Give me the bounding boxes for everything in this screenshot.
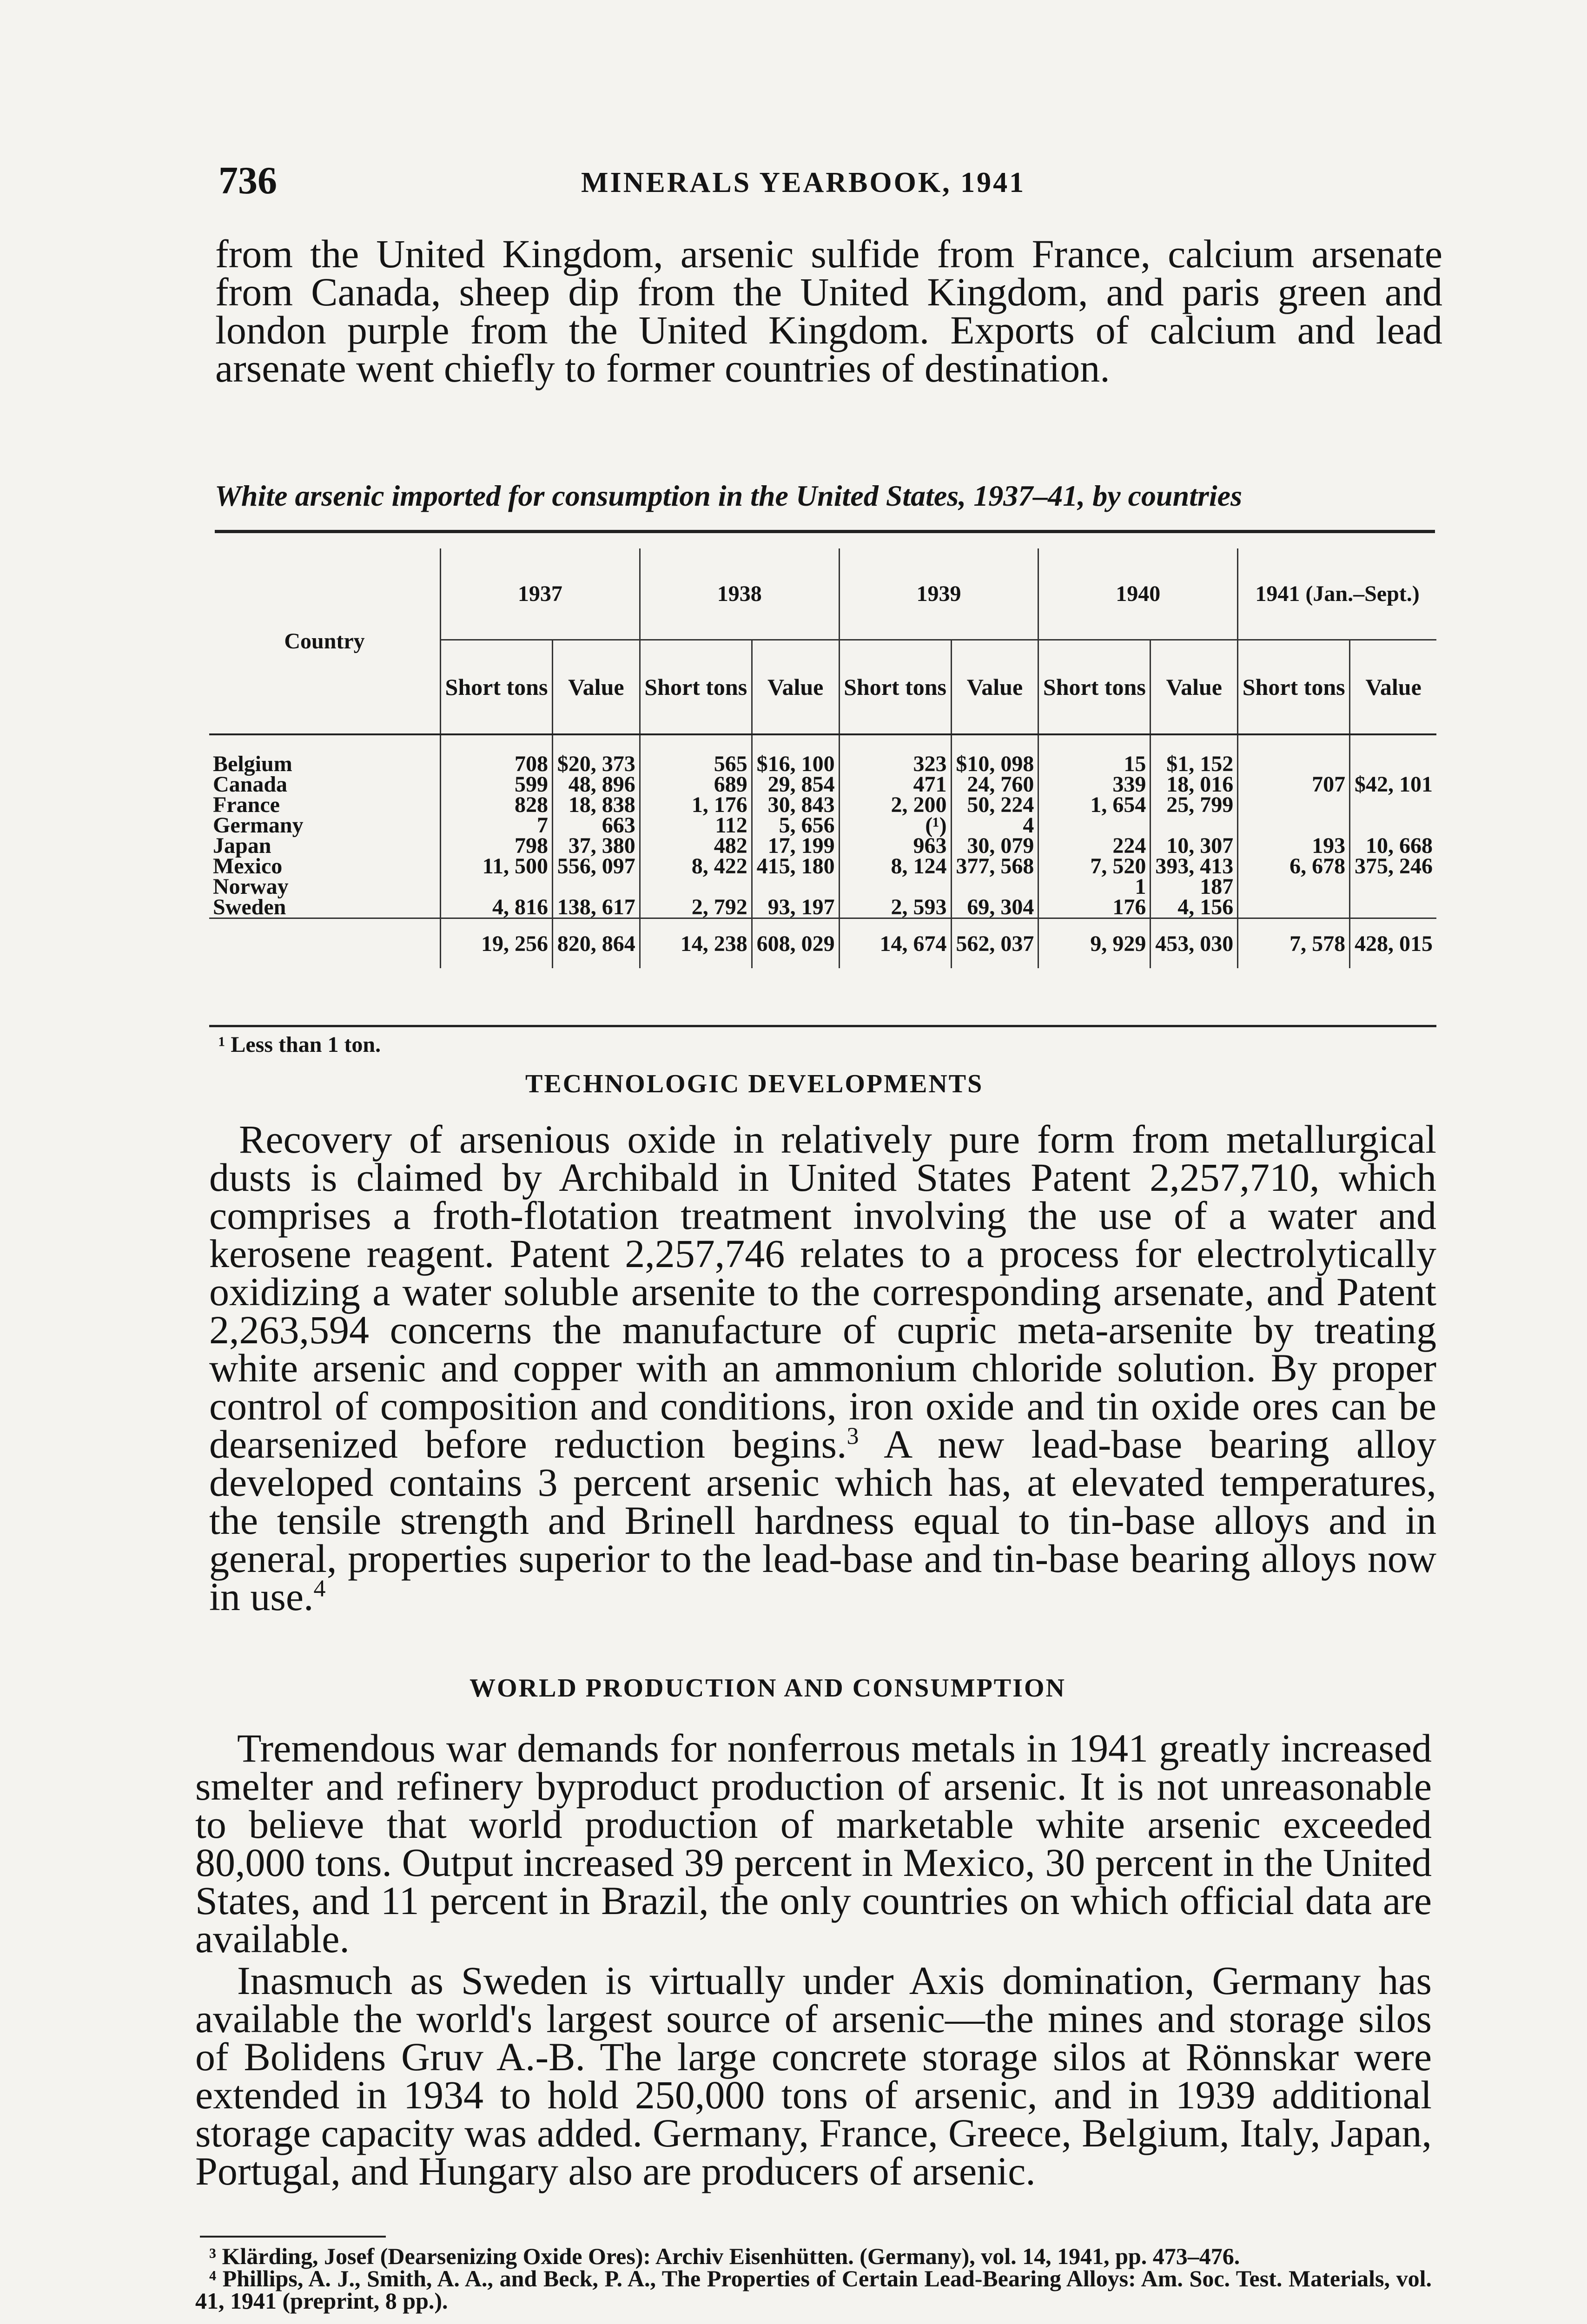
short-tons-cell: 176: [1038, 897, 1151, 918]
technologic-text-part2: A new lead-base bearing alloy developed contains 3 percent arsenic which has, at elevated temperatures, the tensile strength and Brinell hardness equal to tin-base alloys and in general, properties superior to the lead-base and tin-base bearing alloys now in use.: [209, 1422, 1436, 1619]
short-tons-cell: 2, 593: [839, 897, 951, 918]
short-tons-header: Short tons: [441, 640, 553, 735]
short-tons-cell: 1, 654: [1038, 795, 1151, 815]
short-tons-cell: 4, 816: [441, 897, 553, 918]
short-tons-cell: 7, 520: [1038, 856, 1151, 877]
world-paragraph-2: Inasmuch as Sweden is virtually under Axis domination, Germany has available the world's largest source of arsenic—the mines and storage silos of Bolidens Gruv A.-B. The large concrete storage silos at Rönnskar were extended in 1934 to hold 250,000 tons of arsenic, and in 1939 additional storage capacity was added. Germany, France, Greece, Belgium, Italy, Japan, Portugal, and Hungary also are producers of arsenic.: [195, 1958, 1432, 2193]
total-cell: 19, 256: [441, 918, 553, 969]
short-tons-cell: 963: [839, 836, 951, 856]
value-cell: 18, 016: [1151, 774, 1238, 795]
short-tons-cell: 323: [839, 734, 951, 774]
country-cell: Mexico: [213, 854, 283, 878]
short-tons-header: Short tons: [839, 640, 951, 735]
value-cell: [1151, 815, 1238, 836]
short-tons-header: Short tons: [1038, 640, 1151, 735]
running-head: MINERALS YEARBOOK, 1941: [581, 167, 1026, 198]
total-cell: 428, 015: [1350, 918, 1436, 969]
short-tons-cell: [1238, 795, 1350, 815]
footnotes: [195, 2245, 1432, 2312]
short-tons-cell: 6, 678: [1238, 856, 1350, 877]
table-row: [209, 856, 1436, 877]
footnote-ref-4: 4: [313, 1575, 326, 1602]
footnote-3: ³ Klärding, Josef (Dearsenizing Oxide Ores): Archiv Eisenhütten. (Germany), vol. 14, 1941, pp. 473–476.: [209, 2243, 1240, 2269]
short-tons-cell: [839, 877, 951, 897]
value-cell: 187: [1151, 877, 1238, 897]
value-cell: 556, 097: [552, 856, 640, 877]
country-cell: Canada: [213, 772, 288, 797]
value-cell: 93, 197: [752, 897, 839, 918]
value-cell: [1350, 795, 1436, 815]
short-tons-cell: 15: [1038, 734, 1151, 774]
value-cell: 10, 307: [1151, 836, 1238, 856]
short-tons-cell: (¹): [839, 815, 951, 836]
total-cell: 820, 864: [552, 918, 640, 969]
country-cell: Belgium: [213, 752, 292, 776]
value-cell: 17, 199: [752, 836, 839, 856]
short-tons-cell: [1238, 815, 1350, 836]
year-header: 1939: [839, 548, 1038, 640]
value-cell: $1, 152: [1151, 734, 1238, 774]
value-cell: 138, 617: [552, 897, 640, 918]
short-tons-cell: 471: [839, 774, 951, 795]
short-tons-cell: [1238, 897, 1350, 918]
short-tons-cell: 708: [441, 734, 553, 774]
value-header: Value: [1350, 640, 1436, 735]
country-cell: Norway: [213, 874, 289, 899]
table-row: [209, 815, 1436, 836]
table-row: [209, 836, 1436, 856]
short-tons-header: Short tons: [1238, 640, 1350, 735]
arsenic-imports-table: [209, 548, 1436, 968]
page-header: [218, 158, 1427, 209]
value-cell: 663: [552, 815, 640, 836]
table-row: [209, 897, 1436, 918]
country-cell: Sweden: [213, 895, 286, 919]
short-tons-cell: 8, 422: [640, 856, 752, 877]
value-cell: 25, 799: [1151, 795, 1238, 815]
year-header: 1938: [640, 548, 839, 640]
short-tons-cell: 689: [640, 774, 752, 795]
short-tons-cell: 828: [441, 795, 553, 815]
country-cell: France: [213, 792, 280, 817]
value-cell: 5, 656: [752, 815, 839, 836]
short-tons-cell: 1, 176: [640, 795, 752, 815]
value-cell: 69, 304: [951, 897, 1038, 918]
value-cell: [552, 877, 640, 897]
short-tons-cell: 2, 792: [640, 897, 752, 918]
technologic-paragraph: [209, 1117, 1436, 1619]
value-cell: 4, 156: [1151, 897, 1238, 918]
value-cell: 30, 079: [951, 836, 1038, 856]
value-header: Value: [752, 640, 839, 735]
value-cell: 29, 854: [752, 774, 839, 795]
section-heading-technologic: TECHNOLOGIC DEVELOPMENTS: [525, 1070, 984, 1098]
short-tons-cell: 224: [1038, 836, 1151, 856]
value-cell: 10, 668: [1350, 836, 1436, 856]
value-cell: 393, 413: [1151, 856, 1238, 877]
country-cell: Japan: [213, 833, 271, 858]
short-tons-cell: [1238, 734, 1350, 774]
year-header: 1941 (Jan.–Sept.): [1238, 548, 1436, 640]
value-cell: $16, 100: [752, 734, 839, 774]
value-cell: $42, 101: [1350, 774, 1436, 795]
short-tons-cell: [441, 877, 553, 897]
country-column-header: Country: [209, 548, 441, 734]
short-tons-cell: 8, 124: [839, 856, 951, 877]
table-row: [209, 795, 1436, 815]
total-cell: 608, 029: [752, 918, 839, 969]
table-total-row: [209, 918, 1436, 969]
table-bottom-rule: [209, 1025, 1436, 1027]
table-year-header-row: [209, 548, 1436, 640]
value-cell: [752, 877, 839, 897]
value-header: Value: [1151, 640, 1238, 735]
value-cell: 375, 246: [1350, 856, 1436, 877]
short-tons-cell: 339: [1038, 774, 1151, 795]
value-cell: 50, 224: [951, 795, 1038, 815]
total-cell: 453, 030: [1151, 918, 1238, 969]
short-tons-cell: 599: [441, 774, 553, 795]
short-tons-cell: 7: [441, 815, 553, 836]
value-cell: [951, 877, 1038, 897]
value-cell: 48, 896: [552, 774, 640, 795]
technologic-text-part1: Recovery of arsenious oxide in relatively pure form from metallurgical dusts is claimed by Archibald in United States Patent 2,257,710, which comprises a froth-flotation treatment involving the use of a water and kerosene reagent. Patent 2,257,746 relates to a process for electrolytically oxidizing a water soluble arsenite to the corresponding arsenate, and Patent 2,263,594 concerns the manufacture of cupric meta-arsenite by treating white arsenic and copper with an ammonium chloride solution. By proper control of composition and conditions, iron oxide and tin oxide ores can be dearsenized before reduction begins.: [209, 1117, 1436, 1466]
value-cell: 18, 838: [552, 795, 640, 815]
short-tons-cell: 1: [1038, 877, 1151, 897]
value-cell: [1350, 877, 1436, 897]
table-row: [209, 774, 1436, 795]
year-header: 1937: [441, 548, 640, 640]
total-cell: 7, 578: [1238, 918, 1350, 969]
table-row: [209, 877, 1436, 897]
table-body: [209, 734, 1436, 968]
short-tons-cell: [1038, 815, 1151, 836]
short-tons-cell: 193: [1238, 836, 1350, 856]
short-tons-cell: 798: [441, 836, 553, 856]
total-label-cell: [209, 918, 441, 969]
value-cell: [1350, 897, 1436, 918]
short-tons-cell: 707: [1238, 774, 1350, 795]
total-cell: 14, 238: [640, 918, 752, 969]
footnote-4: ⁴ Phillips, A. J., Smith, A. A., and Beck, P. A., The Properties of Certain Lead-Bearing Alloys: Am. Soc. Test. Materials, vol. 41, 1941 (preprint, 8 pp.).: [195, 2265, 1432, 2314]
value-cell: 30, 843: [752, 795, 839, 815]
short-tons-cell: [640, 877, 752, 897]
table-row: [209, 734, 1436, 774]
short-tons-cell: 2, 200: [839, 795, 951, 815]
footnotes-rule: [200, 2236, 386, 2238]
value-cell: 37, 380: [552, 836, 640, 856]
value-header: Value: [552, 640, 640, 735]
short-tons-cell: 112: [640, 815, 752, 836]
short-tons-cell: 565: [640, 734, 752, 774]
value-header: Value: [951, 640, 1038, 735]
section-heading-world: WORLD PRODUCTION AND CONSUMPTION: [469, 1674, 1066, 1703]
table-title-rule: [215, 530, 1435, 533]
short-tons-cell: [1238, 877, 1350, 897]
short-tons-header: Short tons: [640, 640, 752, 735]
country-cell: Germany: [213, 813, 304, 838]
intro-paragraph: from the United Kingdom, arsenic sulfide from France, calcium arsenate from Canada, sheep dip from the United Kingdom, and paris green and london purple from the United Kingdom. Exports of calcium and lead arsenate went chiefly to former countries of destination.: [215, 231, 1442, 390]
short-tons-cell: 482: [640, 836, 752, 856]
page-number: 736: [218, 159, 277, 202]
total-cell: 9, 929: [1038, 918, 1151, 969]
value-cell: 377, 568: [951, 856, 1038, 877]
table-footnote: ¹ Less than 1 ton.: [218, 1032, 381, 1057]
value-cell: 4: [951, 815, 1038, 836]
total-cell: 14, 674: [839, 918, 951, 969]
value-cell: $10, 098: [951, 734, 1038, 774]
short-tons-cell: 11, 500: [441, 856, 553, 877]
world-paragraph-1: Tremendous war demands for nonferrous metals in 1941 greatly increased smelter and refinery byproduct production of arsenic. It is not unreasonable to believe that world production of marketable white arsenic exceeded 80,000 tons. Output increased 39 percent in Mexico, 30 percent in the United States, and 11 percent in Brazil, the only countries on which official data are available.: [195, 1726, 1432, 1961]
value-cell: 24, 760: [951, 774, 1038, 795]
value-cell: [1350, 734, 1436, 774]
footnote-ref-3: 3: [846, 1423, 859, 1450]
value-cell: [1350, 815, 1436, 836]
year-header: 1940: [1038, 548, 1238, 640]
total-cell: 562, 037: [951, 918, 1038, 969]
value-cell: $20, 373: [552, 734, 640, 774]
value-cell: 415, 180: [752, 856, 839, 877]
table-title: White arsenic imported for consumption in the United States, 1937–41, by countries: [215, 479, 1242, 512]
